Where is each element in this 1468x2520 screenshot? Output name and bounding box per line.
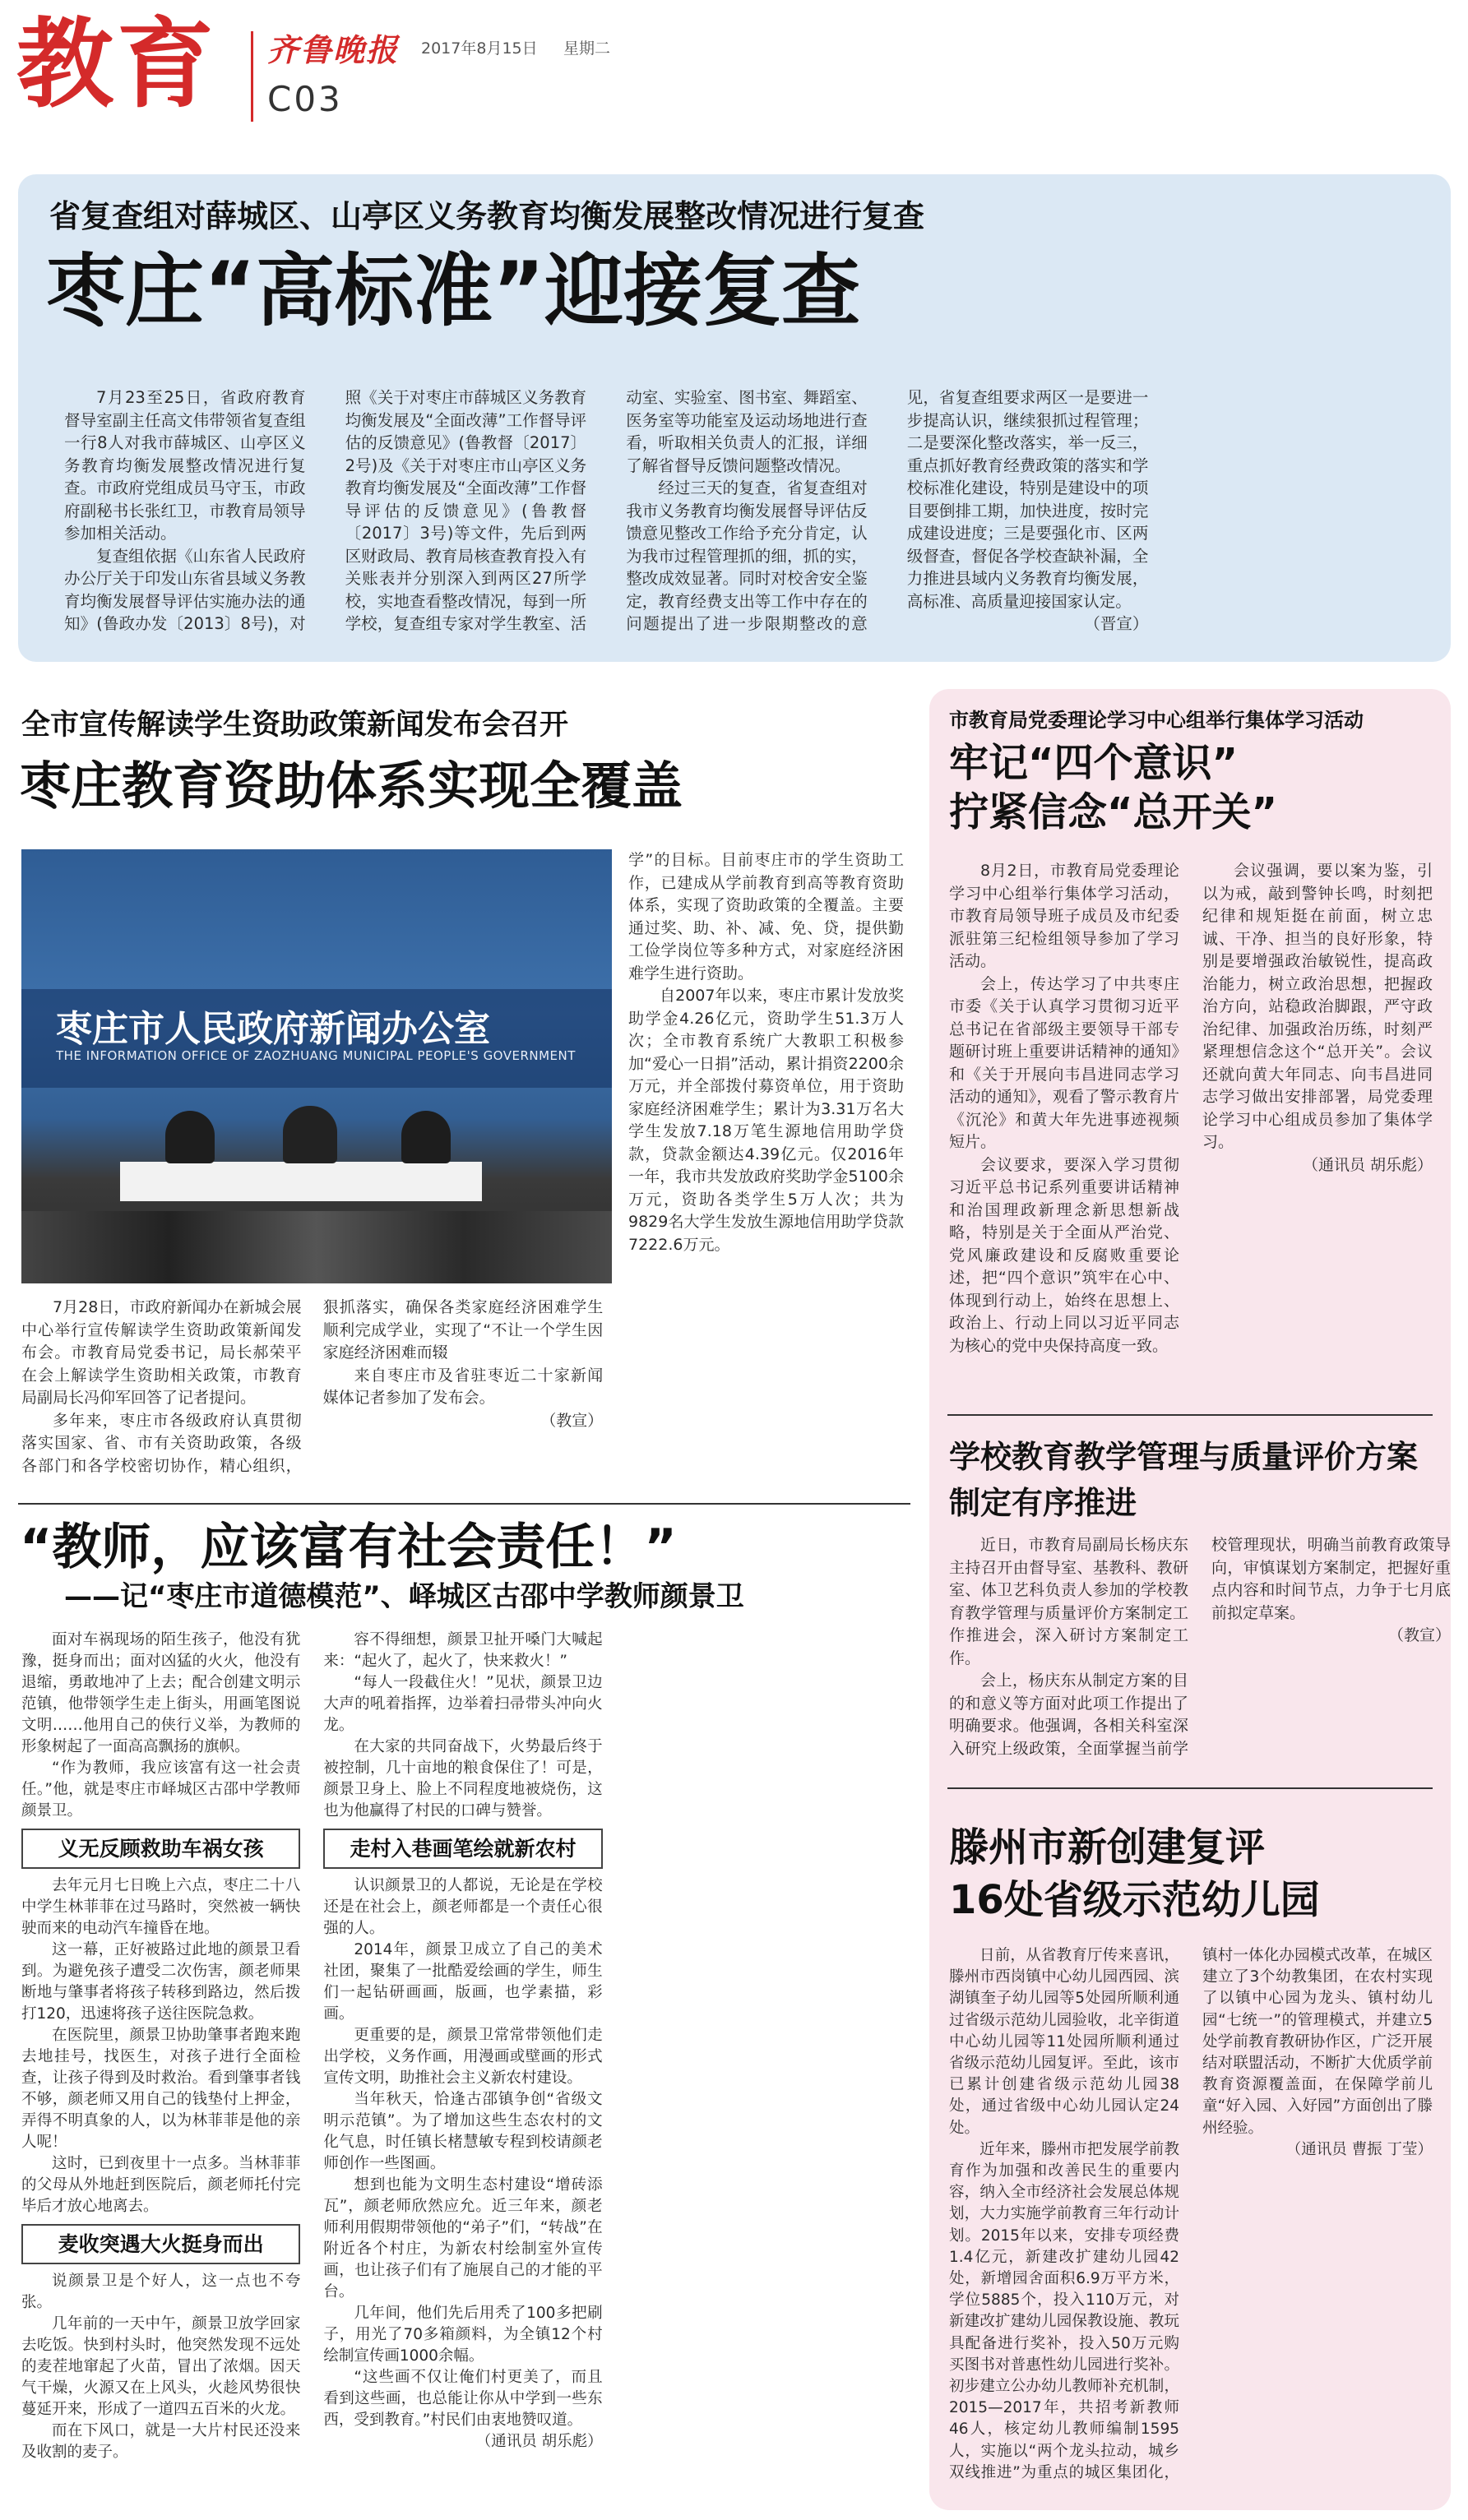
photo-sign-en: THE INFORMATION OFFICE OF ZAOZHUANG MUNICIPAL PEOPLE'S GOVERNMENT [56, 1048, 576, 1063]
photo-speaker [401, 1111, 451, 1163]
article-3-para: 在医院里，颜景卫协助肇事者跑来跑去地挂号，找医生，对孩子进行全面检查，让孩子得到及时救治。看到肇事者钱不够，颜老师又用自己的钱垫付上押金，弄得不明真象的人，以为林菲菲是他的亲人呢！ [21, 2027, 301, 2151]
section-divider [18, 1503, 910, 1505]
header-divider [251, 31, 253, 122]
article-3-para: 容不得细想，颜景卫扯开嗓门大喊起来：“起火了，起火了，快来救火！” [323, 1631, 603, 1670]
article-3-subhead: 麦收突遇大火挺身而出 [21, 2224, 300, 2264]
article-1-byline: （晋宣） [1084, 614, 1149, 633]
article-3-subhead: 走村入巷画笔绘就新农村 [323, 1829, 602, 1869]
masthead [16, 0, 1452, 156]
article-3-para: 而在下风口，就是一大片村民还没来及收割的麦子。 [21, 2422, 301, 2461]
issue-date: 2017年8月15日 [421, 39, 538, 58]
article-3-para: “作为教师，我应该富有这一社会责任。”他，就是枣庄市峄城区古邵中学教师颜景卫。 [21, 1759, 301, 1819]
article-5-para: 近日，市教育局副局长杨庆东主持召开由督导室、基教科、教研室、体卫艺科负责人参加的学校教育教学管理与质量评价方案制定工作推进会，深入研讨方案制定工作。 [949, 1536, 1188, 1667]
article-3-para: 这一幕，正好被路过此地的颜景卫看到。为避免孩子遭受二次伤害，颜老师果断地与肇事者将孩子转移到路边，然后拨打120，迅速将孩子送往医院急救。 [21, 1941, 301, 2023]
article-3-subtitle: ——记“枣庄市道德模范”、峄城区古邵中学教师颜景卫 [64, 1580, 744, 1613]
article-2-kicker: 全市宣传解读学生资助政策新闻发布会召开 [21, 709, 569, 742]
article-6-para: 近年来，滕州市把发展学前教育作为加强和改善民生的重要内容，纳入全市经济社会发展总体规划，大力实施学前教育三年行动计划。2015年以来，安排专项经费1.4亿元，新建改扩建幼儿园42处，新增园舍面积6.9万平方米，学位5885个，投入110万元，对新建改扩建幼儿园保教设施、教玩具配备进行奖补，投入50万元购买图书对普惠性幼儿园进行奖补。初步建立公办幼儿教师补充机制，2015—2017年，共招考新教师46人，核定幼儿教师编制1595人，实施以“两个龙头拉动，城乡双线推进”为重点的城区集团化，镇村一体化办园模式改革，在城区建立了3个幼教集团，在农村实现了以镇中心园为龙头、镇村幼儿园“七统一”的管理模式，并建立5处学前教育教研协作区，广泛开展结对联盟活动，不断扩大优质学前教育资源覆盖面，在保障学前儿童“好入园、入好园”方面创出了滕州经验。 [949, 1947, 1433, 2481]
article-4-kicker: 市教育局党委理论学习中心组举行集体学习活动 [949, 709, 1364, 732]
article-3-para: 当年秋天，恰逢古邵镇争创“省级文明示范镇”。为了增加这些生态农村的文化气息，时任镇长楮慧敏专程到校请颜老师创作一些图画。 [323, 2091, 603, 2172]
article-6-title-line2: 16处省级示范幼儿园 [949, 1877, 1320, 1923]
article-2-byline: （教宣） [540, 1411, 604, 1430]
article-3-byline: （通讯员 胡乐彪） [475, 2433, 603, 2450]
section-title: 教育 [16, 7, 218, 121]
article-2-side-text [628, 849, 904, 1283]
article-3-para: 这时，已到夜里十一点多。当林菲菲的父母从外地赶到医院后，颜老师托付完毕后才放心地离去。 [21, 2155, 301, 2215]
brand-logo: 齐鲁晚报 [267, 31, 400, 68]
photo-speaker [165, 1111, 215, 1163]
article-3-para: 说颜景卫是个好人，这一点也不夸张。 [21, 2273, 301, 2311]
photo-sign-cn: 枣庄市人民政府新闻办公室 [56, 1008, 490, 1050]
article-1-body [64, 386, 1429, 650]
article-3-subhead: 义无反顾救助车祸女孩 [21, 1829, 300, 1869]
press-conference-photo [21, 849, 612, 1283]
article-1-para: 经过三天的复查，省复查组对我市义务教育均衡发展督导评估反馈意见整改工作给予充分肯定，认为我市过程管理抓的细，抓的实，整改成效显著。同时对校舍安全鉴定，教育经费支出等工作中存在的问题提出了进一步限期整改的意见，省复查组要求两区一是要进一步提高认识，继续狠抓过程管理；二是要深化整改落实，举一反三，重点抓好教育经费政策的落实和学校标准化建设，特别是建设中的项目要倒排工期，加快进度，按时完成建设进度；三是要强化市、区两级督查，督促各学校查缺补漏，全力推进县域内义务教育均衡发展，高标准、高质量迎接国家认定。 [626, 388, 1149, 633]
article-4-para: 8月2日，市教育局党委理论学习中心组举行集体学习活动，市教育局领导班子成员及市纪委派驻第三纪检组领导参加了学习活动。 [949, 862, 1179, 970]
article-1-para: 7月23至25日，省政府教育督导室副主任高文伟带领省复查组一行8人对我市薛城区、山亭区义务教育均衡发展整改情况进行复查。市政府党组成员马守玉，市政府副秘书长张红卫，市教育局领导参加相关活动。 [64, 388, 306, 543]
article-3-para: 更重要的是，颜景卫常常带领他们走出学校，义务作画，用漫画或壁画的形式宣传文明，助推社会主义新农村建设。 [323, 2027, 603, 2087]
article-3-para: 面对车祸现场的陌生孩子，他没有犹豫，挺身而出；面对凶猛的火火，他没有退缩，勇敢地冲了上去；配合创建文明示范镇，他带领学生走上街头，用画笔图说文明……他用自己的侠行义举，为教师的形象树起了一面高高飘扬的旗帜。 [21, 1631, 301, 1755]
photo-audience [21, 1211, 612, 1283]
article-teacher [18, 1513, 910, 2508]
article-6-para: 日前，从省教育厅传来喜讯，滕州市西岗镇中心幼儿园西园、滨湖镇奎子幼儿园等5处园所顺利通过省级示范幼儿园验收，北辛街道中心幼儿园等11处园所顺利通过省级示范幼儿园复评。至此，该市已累计创建省级示范幼儿园38处，通过省级中心幼儿园认定24处。 [949, 1947, 1179, 2137]
article-2-bottom-text [21, 1297, 905, 1477]
article-subsidy [18, 703, 910, 1492]
page-number: C03 [267, 79, 343, 119]
article-4-title-line1: 牢记“四个意识” [949, 740, 1239, 786]
issue-weekday: 星期二 [563, 39, 611, 58]
article-4-para: 会上，传达学习了中共枣庄市委《关于认真学习贯彻习近平总书记在省部级主要领导干部专题研讨班上重要讲话精神的通知》和《关于开展向韦昌进同志学习活动的通知》，观看了警示教育片《沉沦》和黄大年先进事迹视频短片。 [949, 974, 1179, 1151]
article-6-title-line1: 滕州市新创建复评 [949, 1824, 1266, 1870]
right-sidebar-panel [929, 689, 1451, 2510]
photo-backdrop-sign [21, 989, 612, 1088]
sidebar-divider [947, 1414, 1433, 1416]
article-2-title: 枣庄教育资助体系实现全覆盖 [20, 756, 683, 816]
article-4-para: 会议强调，要以案为鉴，引以为戒，敲到警钟长鸣，时刻把纪律和规矩挺在前面，树立忠诚、干净、担当的良好形象，特别是要增强政治敏锐性，提高政治能力，树立政治思想，把握政治方向，站稳政治脚跟，严守政治纪律、加强政治历练，时刻严紧理想信念这个“总开关”。会议还就向黄大年同志、向韦昌进同志学习做出安排部署，局党委理论学习中心组成员参加了集体学习。 [1202, 862, 1433, 1151]
article-3-para: “这些画不仅让俺们村更美了，而且看到这些画，也总能让你从中学到一些东西，受到教育。”村民们由衷地赞叹道。 [323, 2369, 603, 2429]
article-5-byline: （教宣） [1387, 1626, 1451, 1644]
article-3-para: 几年间，他们先后用秃了100多把刷子，用光了70多箱颜料，为全镇12个村绘制宣传画1000余幅。 [323, 2305, 603, 2365]
article-5-title: 学校教育教学管理与质量评价方案制定有序推进 [949, 1439, 1419, 1521]
sidebar-divider [947, 1787, 1433, 1789]
article-2-para: 来自枣庄市及省驻枣近二十家新闻媒体记者参加了发布会。 [322, 1366, 604, 1407]
article-5-para: 会上，杨庆东从制定方案的目的和意义等方面对此项工作提出了明确要求。他强调，各相关科室深入研究上级政策，全面掌握当前学校管理现状，明确当前教育政策导向，审慎谋划方案制定，把握好重点内容和时间节点，力争于七月底前拟定草案。 [949, 1536, 1451, 1758]
article-3-para: 认识颜景卫的人都说，无论是在学校还是在社会上，颜老师都是一个责任心很强的人。 [323, 1877, 603, 1937]
article-3-para: 想到也能为文明生态村建设“增砖添瓦”，颜老师欣然应允。近三年来，颜老师利用假期带领他的“弟子”们，“转战”在附近各个村庄，为新农村绘制室外宣传画，也让孩子们有了施展自己的才能的平台。 [323, 2176, 603, 2300]
photo-speaker [283, 1106, 337, 1163]
article-2-para: 多年来，枣庄市各级政府认真贯彻落实国家、省、市有关资助政策，各级各部门和各学校密切协作，精心组织，狠抓落实，确保各类家庭经济困难学生顺利完成学业，实现了“不让一个学生因家庭经济困难而辍 [21, 1298, 604, 1475]
article-4-title-line2: 拧紧信念“总开关” [949, 789, 1278, 835]
article-3-body [21, 1630, 905, 2503]
article-4-byline: （通讯员 胡乐彪） [1302, 1155, 1433, 1174]
article-5-body [949, 1534, 1451, 1764]
article-6-body [949, 1945, 1433, 2498]
article-3-para: 几年前的一天中午，颜景卫放学回家去吃饭。快到村头时，他突然发现不远处的麦茬地窜起了火苗，冒出了浓烟。因天气干燥，火源又在上风头，火趁风势很快蔓延开来，形成了一道四五百米的火龙。 [21, 2315, 301, 2418]
article-3-para: 去年元月七日晚上六点，枣庄二十八中学生林菲菲在过马路时，突然被一辆快驶而来的电动汽车撞昏在地。 [21, 1877, 301, 1937]
article-1-para: 复查组依据《山东省人民政府办公厅关于印发山东省县域义务教育均衡发展督导评估实施办法的通知》(鲁政办发〔2013〕8号)，对照《关于对枣庄市薛城区义务教育均衡发展及“全面改薄”工作督导评估的反馈意见》(鲁教督〔2017〕2号)及《关于对枣庄市山亭区义务教育均衡发展及“全面改薄”工作督导评估的反馈意见》(鲁教督〔2017〕3号)等文件，先后到两区财政局、教育局核查教育投入有关账表并分别深入到两区27所学校，实地查看整改情况，每到一所学校，复查组专家对学生教室、活动室、实验室、图书室、舞蹈室、医务室等功能室及运动场地进行查看，听取相关负责人的汇报，详细了解省督导反馈问题整改情况。 [64, 388, 868, 633]
article-2-para: 7月28日，市政府新闻办在新城会展中心举行宣传解读学生资助政策新闻发布会。市教育局党委书记，局长郝荣平在会上解读学生资助相关政策，市教育局副局长冯仰军回答了记者提问。 [21, 1298, 302, 1407]
article-3-para: 2014年，颜景卫成立了自己的美术社团，聚集了一批酷爱绘画的学生，师生们一起钻研画画，版画，也学素描，彩画。 [323, 1941, 603, 2023]
article-2-para: 学”的目标。目前枣庄市的学生资助工作，已建成从学前教育到高等教育资助体系，实现了资助政策的全覆盖。主要通过奖、助、补、减、免、贷，提供勤工俭学岗位等多种方式，对家庭经济困难学生进行资助。 [628, 851, 904, 983]
article-4-body [949, 860, 1433, 1386]
article-1-title: 枣庄“高标准”迎接复查 [46, 245, 861, 337]
article-1-kicker: 省复查组对薛城区、山亭区义务教育均衡发展整改情况进行复查 [49, 198, 925, 234]
article-3-para: 在大家的共同奋战下，火势最后终于被控制，几十亩地的粮食保住了！可是，颜景卫身上、脸上不同程度地被烧伤，这也为他赢得了村民的口碑与赞誉。 [323, 1738, 603, 1819]
article-3-title: “教师，应该富有社会责任！” [20, 1519, 677, 1576]
article-2-para: 自2007年以来，枣庄市累计发放奖助学金4.26亿元，资助学生51.3万人次；全市教育系统广大教职工积极参加“爱心一日捐”活动，累计捐资2200余万元，并全部拨付募资单位，用于资助家庭经济困难学生；累计为3.31万名大学生发放7.18万笔生源地信用助学贷款，贷款金额达4.39亿元。仅2016年一年，我市共发放政府奖助学金5100余万元，资助各类学生5万人次；共为9829名大学生发放生源地信用助学贷款7222.6万元。 [628, 987, 904, 1254]
article-3-para: “每人一段截住火！”见状，颜景卫边大声的吼着指挥，边举着扫帚带头冲向火龙。 [323, 1674, 603, 1734]
article-6-byline: （通讯员 曹振 丁莹） [1285, 2140, 1433, 2158]
article-review-panel [18, 174, 1451, 662]
article-4-para: 会议要求，要深入学习贯彻习近平总书记系列重要讲话精神和治国理政新理念新思想新战略，特别是关于全面从严治党、党风廉政建设和反腐败重要论述，把“四个意识”筑牢在心中、体现到行动上，始终在思想上、政治上、行动上同以习近平同志为核心的党中央保持高度一致。 [949, 1155, 1179, 1355]
photo-podium [120, 1162, 482, 1201]
